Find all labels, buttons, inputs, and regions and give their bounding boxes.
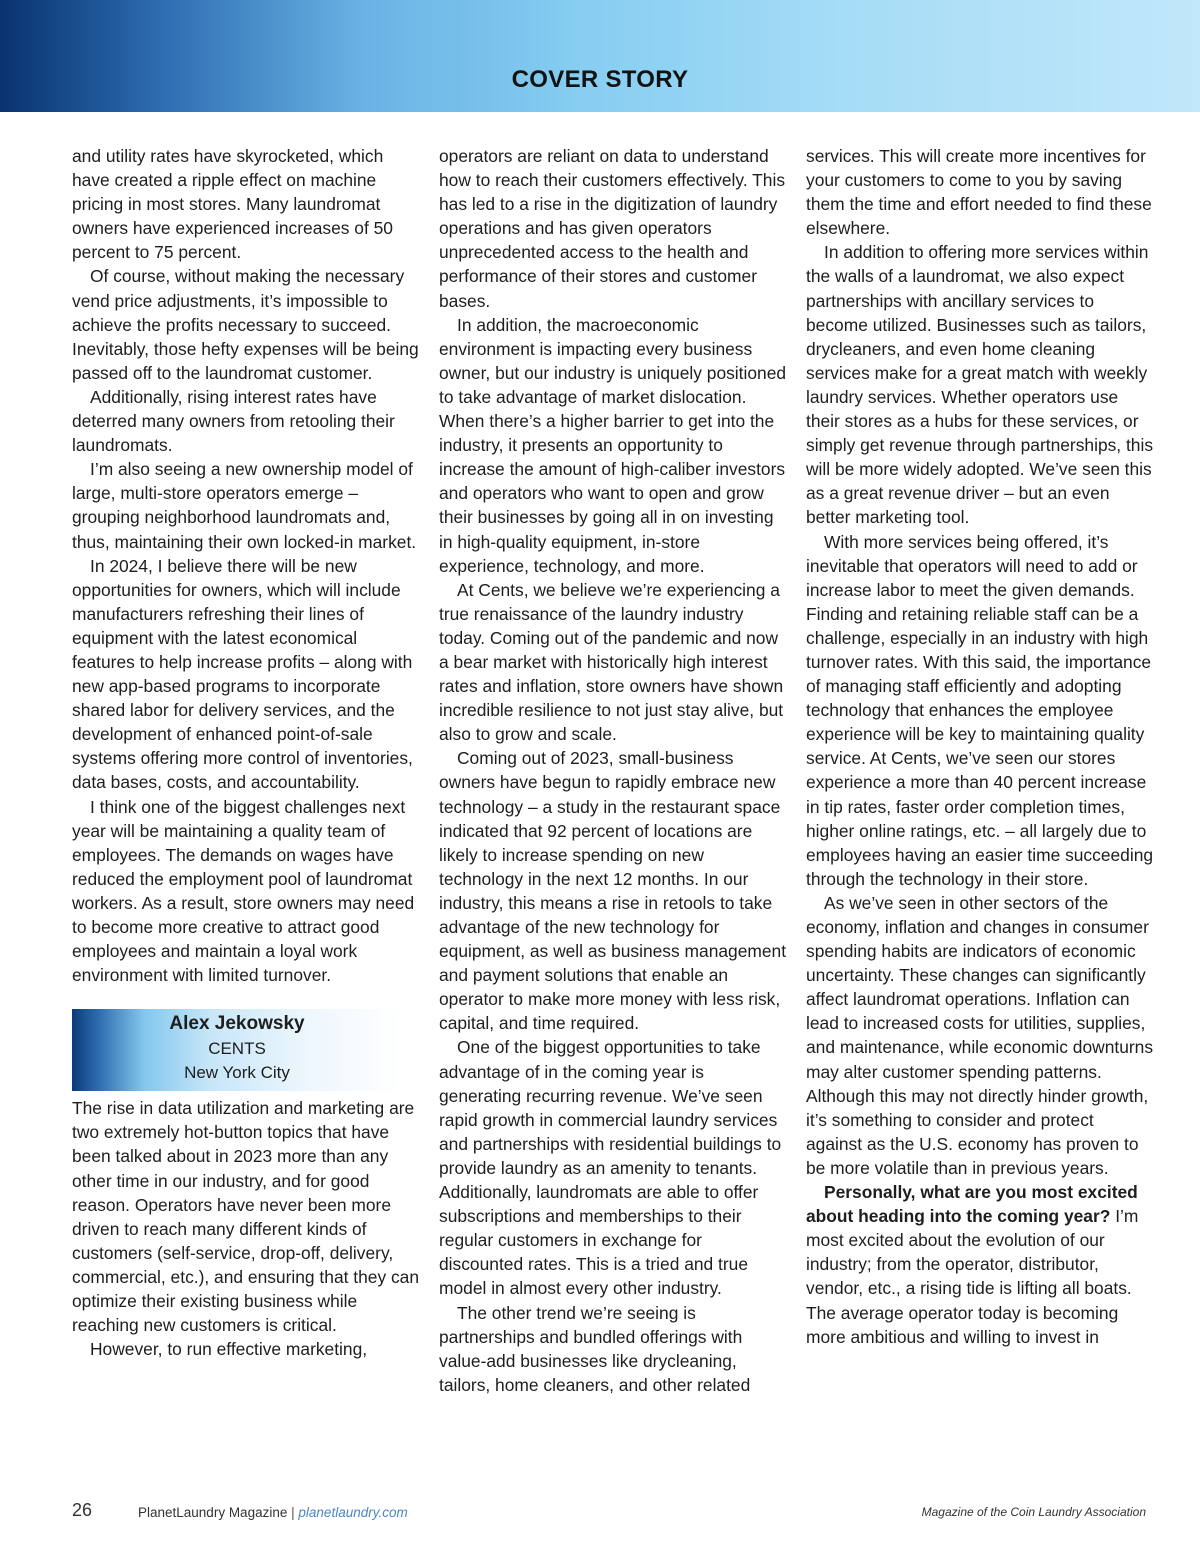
section-banner [0, 0, 1200, 112]
paragraph: In addition to offering more services within the walls of a laundromat, we also expect partnerships with ancillary services to become utilized. Businesses such as tailors, drycleaners, and even home cleaning services make for a great match with weekly laundry services. Whether operators use their stores as a hubs for these services, or simply get revenue through partnerships, this will be more widely adopted. We’ve seen this as a great revenue driver – but an even better marketing tool. [806, 242, 1154, 528]
article-column-3 [806, 144, 1154, 1349]
paragraph: Coming out of 2023, small-business owners have begun to rapidly embrace new technology – a study in the restaurant space indicated that 92 percent of locations are likely to increase spending on new technology in the next 12 months. In our industry, this means a rise in retools to take advantage of the new technology for equipment, as well as business management and payment solutions that enable an operator to make more money with less risk, capital, and time required. [439, 748, 787, 1034]
paragraph: In addition, the macroeconomic environment is impacting every business owner, but our industry is uniquely positioned to take advantage of market dislocation. When there’s a higher barrier to get into the industry, it presents an opportunity to increase the amount of high-caliber investors and operators who want to open and grow their businesses by going all in on investing in high-quality equipment, in-store experience, technology, and more. [439, 314, 787, 576]
paragraph: The rise in data utilization and marketing are two extremely hot-button topics that have been talked about in 2023 more than any other time in our industry, and for good reason. Operators have never been more driven to reach many different kinds of customers (self-service, drop-off, delivery, commercial, etc.), and ensuring that they can optimize their existing business while reaching new customers is critical. [72, 1098, 420, 1336]
paragraph: I think one of the biggest challenges next year will be maintaining a quality team of employees. The demands on wages have reduced the employment pool of laundromat workers. As a result, store owners may need to become more creative to attract good employees and maintain a loyal work environment with limited turnover. [72, 796, 415, 986]
paragraph: As we’ve seen in other sectors of the economy, inflation and changes in consumer spending habits are indicators of economic uncertainty. These changes can significantly affect laundromat operations. Inflation can lead to increased costs for utilities, supplies, and maintenance, while economic downturns may alter customer spending patterns. Although this may not directly hinder growth, it’s something to consider and protect against as the U.S. economy has proven to be more volatile than in previous years. [806, 892, 1154, 1178]
paragraph: services. This will create more incentives for your customers to come to you by saving them the time and effort needed to find these elsewhere. [806, 146, 1152, 239]
paragraph: The other trend we’re seeing is partnerships and bundled offerings with value-add businesses like drycleaning, tailors, home cleaners, and other related [439, 1302, 751, 1395]
paragraph: Of course, without making the necessary vend price adjustments, it’s impossible to achieve the profits necessary to succeed. Inevitably, those hefty expenses will be being passed off to the laundromat customer. [72, 266, 419, 383]
paragraph: In 2024, I believe there will be new opportunities for owners, which will include manufacturers refreshing their lines of equipment with the latest economical features to help increase profits – along with new app-based programs to incorporate shared labor for delivery services, and the development of enhanced point-of-sale systems offering more control of inventories, data bases, costs, and accountability. [72, 555, 413, 793]
paragraph: At Cents, we believe we’re experiencing a true renaissance of the laundry industry today. Coming out of the pandemic and now a bear market with historically high interest rates and inflation, store owners have shown incredible resilience to not just stay alive, but also to grow and scale. [439, 579, 784, 745]
publication-name: PlanetLaundry Magazine [138, 1505, 288, 1520]
website-link[interactable]: planetlaundry.com [298, 1505, 408, 1520]
paragraph: However, to run effective marketing, [90, 1339, 368, 1360]
footer-publication [138, 1505, 408, 1520]
paragraph: With more services being offered, it’s inevitable that operators will need to add or increase labor to meet the given demands. Finding and retaining reliable staff can be a challenge, especially in an industry with high turnover rates. With this said, the importance of managing staff efficiently and adopting technology that enhances the employee experience will be key to maintaining quality service. At Cents, we’ve seen our stores experience a more than 40 percent increase in tip rates, faster order completion times, higher online ratings, etc. – all largely due to employees having an easier time succeeding through the technology in their store. [806, 531, 1154, 889]
footer-separator: | [291, 1505, 295, 1520]
interview-paragraph [806, 1180, 1154, 1349]
paragraph: operators are reliant on data to understand how to reach their customers effectively. This has led to a rise in the digitization of laundry operations and has given operators unprecedented access to the health and performance of their stores and customer bases. [439, 146, 786, 311]
contributor-byline [72, 1009, 402, 1091]
paragraph: One of the biggest opportunities to take advantage of in the coming year is generating recurring revenue. We’ve seen rapid growth in commercial laundry services and partnerships with residential buildings to provide laundry as an amenity to tenants. Additionally, laundromats are able to offer subscriptions and memberships to their regular customers in exchange for discounted rates. This is a tried and true model in almost every other industry. [439, 1037, 782, 1299]
page-number: 26 [72, 1500, 93, 1520]
contributor-name: Alex Jekowsky [169, 1013, 305, 1035]
contributor-company: CENTS [208, 1039, 266, 1059]
paragraph: Additionally, rising interest rates have deterred many owners from retooling their laundromats. [72, 386, 395, 456]
footer-tagline: Magazine of the Coin Laundry Association [921, 1505, 1146, 1519]
interview-answer: I’m most excited about the evolution of our industry; from the operator, distributor, vendor, etc., a rising tide is lifting all boats. The average operator today is becoming more ambitious and willing to invest in [806, 1206, 1139, 1347]
article-column-1 [72, 144, 420, 1361]
paragraph: I’m also seeing a new ownership model of large, multi-store operators emerge – grouping neighborhood laundromats and, thus, maintaining their own locked-in market. [72, 459, 417, 552]
paragraph: and utility rates have skyrocketed, which have created a ripple effect on machine pricing in most stores. Many laundromat owners have experienced increases of 50 percent to 75 percent. [72, 146, 393, 263]
article-column-2 [439, 144, 787, 1397]
contributor-city: New York City [184, 1063, 290, 1083]
interview-question: Personally, what are you most excited about heading into the coming year? [806, 1182, 1138, 1227]
section-title: COVER STORY [511, 66, 689, 93]
